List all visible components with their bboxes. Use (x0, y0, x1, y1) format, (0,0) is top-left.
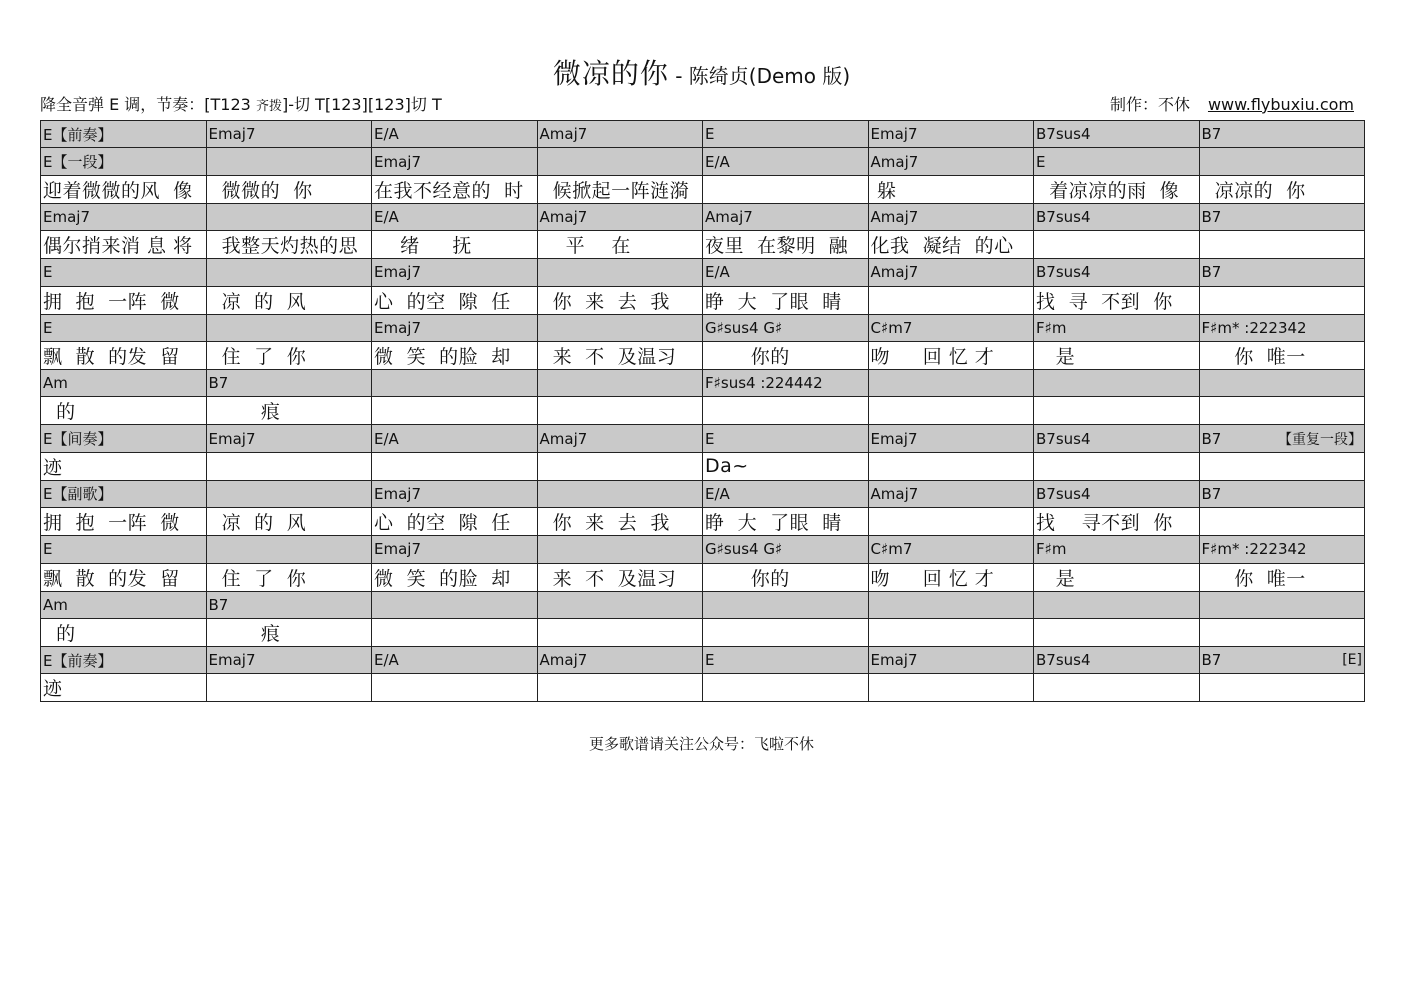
chord-cell: Amaj7 (537, 425, 703, 452)
chord-row (41, 646, 1365, 673)
chord-cell: E【前奏】 (41, 646, 207, 673)
lyric-text: 飘 散 的发 留 (43, 567, 180, 590)
chord-name: B7 (1201, 651, 1222, 670)
chord-cell: B7sus4 (1034, 646, 1200, 673)
lyric-text: 微 笑 的脸 却 (374, 567, 511, 590)
lyric-text: 你 唯一 (1201, 567, 1306, 590)
lyric-cell (206, 397, 372, 425)
lyric-cell (537, 286, 703, 314)
chord-cell: Amaj7 (868, 203, 1034, 230)
chord-cell (1034, 591, 1200, 618)
lyric-text: 躲 (870, 179, 897, 202)
lyric-text: 迎着微微的风 像 (43, 179, 193, 202)
lyric-cell (703, 452, 869, 480)
lyric-cell (1034, 175, 1200, 203)
credits (1110, 92, 1354, 115)
chord-cell: B7 (1199, 480, 1365, 507)
lyric-cell (1034, 563, 1200, 591)
lyric-text: Da~ (705, 455, 749, 478)
chord-cell: E (703, 425, 869, 452)
lyric-cell (41, 452, 207, 480)
chord-cell (868, 369, 1034, 396)
chord-cell (537, 480, 703, 507)
lyric-cell (703, 397, 869, 425)
chord-row (41, 591, 1365, 618)
lyric-text: 痕 (208, 622, 281, 645)
lyric-row (41, 175, 1365, 203)
lyric-cell (1034, 452, 1200, 480)
chord-cell: Amaj7 (868, 480, 1034, 507)
chord-cell (1199, 369, 1365, 396)
lyric-row (41, 231, 1365, 259)
lyric-cell (537, 563, 703, 591)
chord-cell: Amaj7 (868, 259, 1034, 286)
chord-cell (1199, 148, 1365, 175)
lyric-cell (1034, 286, 1200, 314)
lyric-cell (1034, 674, 1200, 702)
chord-cell: E (1034, 148, 1200, 175)
chord-cell: Amaj7 (868, 148, 1034, 175)
lyric-row (41, 563, 1365, 591)
lyric-cell (372, 618, 538, 646)
song-title-sub: - 陈绮贞(Demo 版) (668, 64, 851, 88)
lyric-text: 微微的 你 (208, 179, 313, 202)
chord-cell: E/A (703, 480, 869, 507)
lyric-text: 拥 抱 一阵 微 (43, 512, 180, 535)
chord-cell: Emaj7 (372, 259, 538, 286)
lyric-text: 着凉凉的雨 像 (1036, 179, 1180, 202)
lyric-cell (206, 341, 372, 369)
lyric-cell (703, 563, 869, 591)
lyric-text: 你的 (705, 567, 790, 590)
lyric-cell (41, 508, 207, 536)
lyric-cell (537, 618, 703, 646)
lyric-text: 心 的空 隙 任 (374, 290, 511, 313)
lyric-cell (703, 618, 869, 646)
lyric-text: 住 了 你 (208, 345, 307, 368)
lyric-cell (868, 341, 1034, 369)
lyric-cell (537, 452, 703, 480)
chord-cell: E/A (372, 203, 538, 230)
lyric-text: 平 在 (539, 235, 631, 258)
chord-cell: B7sus4 (1034, 480, 1200, 507)
lyric-cell (1199, 563, 1365, 591)
lyric-cell (372, 397, 538, 425)
chord-cell: E【副歌】 (41, 480, 207, 507)
lyric-cell (1199, 508, 1365, 536)
lyric-cell (868, 175, 1034, 203)
lyric-text: 在我不经意的 时 (374, 179, 524, 202)
chord-cell: Emaj7 (868, 425, 1034, 452)
lyric-cell (41, 563, 207, 591)
lyric-cell (1199, 341, 1365, 369)
chord-cell: E/A (703, 259, 869, 286)
lyric-cell (537, 341, 703, 369)
chord-cell: Am (41, 591, 207, 618)
chord-cell: B7 (1199, 259, 1365, 286)
chord-row (41, 425, 1365, 452)
lyric-cell (703, 508, 869, 536)
key-info-small: 齐拨 (255, 99, 282, 114)
chord-cell: Emaj7 (206, 646, 372, 673)
lyric-cell (372, 508, 538, 536)
lyric-text: 是 (1036, 567, 1076, 590)
chord-cell: E【一段】 (41, 148, 207, 175)
chord-row (41, 148, 1365, 175)
chord-name: B7 (1201, 429, 1222, 448)
lyric-cell (1199, 452, 1365, 480)
lyric-cell (41, 286, 207, 314)
chord-row (41, 203, 1365, 230)
lyric-cell (1034, 397, 1200, 425)
lyric-row (41, 674, 1365, 702)
lyric-row (41, 618, 1365, 646)
chord-cell (206, 259, 372, 286)
lyric-cell (1034, 341, 1200, 369)
chord-cell: Am (41, 369, 207, 396)
lyric-text: 凉 的 风 (208, 512, 307, 535)
lyric-cell (206, 674, 372, 702)
chord-row (41, 314, 1365, 341)
chord-cell: B7 (1199, 121, 1365, 148)
chord-cell: E/A (372, 121, 538, 148)
lyric-cell (41, 231, 207, 259)
lyric-text: 找 寻不到 你 (1036, 512, 1173, 535)
chord-cell: F♯m (1034, 314, 1200, 341)
lyric-cell (1199, 286, 1365, 314)
lyric-cell (1034, 618, 1200, 646)
chord-cell: Emaj7 (868, 646, 1034, 673)
lyric-cell (1199, 231, 1365, 259)
lyric-text: 是 (1036, 345, 1076, 368)
chord-cell (537, 591, 703, 618)
chord-cell: E【间奏】 (41, 425, 207, 452)
lyric-cell (868, 674, 1034, 702)
chart-body (41, 121, 1365, 702)
chord-cell: B7sus4 (1034, 425, 1200, 452)
chord-cell (206, 314, 372, 341)
chord-cell: Emaj7 (372, 148, 538, 175)
key-rhythm-info (40, 92, 442, 115)
lyric-cell (868, 618, 1034, 646)
lyric-text: 迹 (43, 456, 63, 479)
lyric-text: 来 不 及温习 (539, 567, 677, 590)
lyric-cell (1199, 397, 1365, 425)
lyric-cell (703, 286, 869, 314)
lyric-cell (372, 175, 538, 203)
lyric-cell (41, 341, 207, 369)
lyric-cell (537, 175, 703, 203)
lyric-text: 你 来 去 我 (539, 512, 670, 535)
chord-cell: C♯m7 (868, 314, 1034, 341)
chord-cell (372, 591, 538, 618)
lyric-text: 我整天灼热的思 (208, 235, 359, 258)
song-title-main: 微凉的你 (552, 57, 669, 90)
chord-cell: F♯m* :222342 (1199, 314, 1365, 341)
chord-cell: Amaj7 (537, 203, 703, 230)
lyric-text: 吻 回 忆 才 (870, 567, 995, 590)
chord-cell: Emaj7 (372, 314, 538, 341)
lyric-cell (206, 508, 372, 536)
lyric-cell (868, 452, 1034, 480)
chord-cell (1199, 591, 1365, 618)
chord-cell (703, 591, 869, 618)
lyric-cell (206, 563, 372, 591)
chord-cell: Amaj7 (537, 646, 703, 673)
lyric-cell (537, 397, 703, 425)
chord-cell: F♯sus4 :224442 (703, 369, 869, 396)
chord-cell (537, 314, 703, 341)
lyric-text: 心 的空 隙 任 (374, 512, 511, 535)
lyric-row (41, 397, 1365, 425)
chord-cell: E (41, 314, 207, 341)
lyric-cell (206, 618, 372, 646)
lyric-cell (41, 618, 207, 646)
chord-row (41, 369, 1365, 396)
lyric-text: 痕 (208, 401, 281, 424)
lyric-text: 候掀起一阵涟漪 (539, 179, 690, 202)
lyric-cell (537, 674, 703, 702)
chord-cell (537, 148, 703, 175)
chord-cell: B7sus4 (1034, 203, 1200, 230)
lyric-cell (372, 563, 538, 591)
lyric-text: 飘 散 的发 留 (43, 345, 180, 368)
lyric-row (41, 508, 1365, 536)
lyric-cell (868, 397, 1034, 425)
chord-cell: E (41, 259, 207, 286)
chord-cell: E (41, 536, 207, 563)
website-link[interactable]: www.flybuxiu.com (1207, 95, 1354, 114)
chord-row (41, 536, 1365, 563)
chord-chart-table (40, 120, 1365, 702)
lyric-cell (1034, 231, 1200, 259)
lyric-text: 的 (43, 622, 76, 645)
lyric-text: 你 唯一 (1201, 345, 1306, 368)
lyric-text: 睁 大 了眼 睛 (705, 512, 842, 535)
chord-cell: E/A (703, 148, 869, 175)
lyric-cell (41, 674, 207, 702)
chord-cell (537, 536, 703, 563)
chord-cell (206, 536, 372, 563)
chord-cell: B7 (206, 591, 372, 618)
lyric-text: 的 (43, 401, 76, 424)
lyric-text: 你 来 去 我 (539, 290, 670, 313)
key-info-a: 降全音弹 E 调，节奏：[T123 (40, 95, 256, 114)
lyric-row (41, 286, 1365, 314)
lyric-text: 睁 大 了眼 睛 (705, 290, 842, 313)
lyric-text: 化我 凝结 的心 (870, 235, 1014, 258)
chord-cell (1199, 425, 1365, 452)
lyric-cell (372, 452, 538, 480)
lyric-text: 找 寻 不到 你 (1036, 290, 1173, 313)
chord-cell: E/A (372, 425, 538, 452)
section-note: [E] (1342, 652, 1362, 669)
lyric-text: 绪 抚 (374, 235, 472, 258)
lyric-cell (41, 175, 207, 203)
chord-row (41, 480, 1365, 507)
lyric-cell (206, 175, 372, 203)
author-label: 制作：不休 (1109, 95, 1190, 114)
chord-cell: B7sus4 (1034, 121, 1200, 148)
chord-cell: F♯m* :222342 (1199, 536, 1365, 563)
lyric-text: 吻 回 忆 才 (870, 345, 995, 368)
chord-cell: B7 (1199, 203, 1365, 230)
lyric-cell (703, 231, 869, 259)
chord-cell: Amaj7 (703, 203, 869, 230)
chord-cell: E (703, 121, 869, 148)
lyric-row (41, 452, 1365, 480)
lyric-cell (41, 397, 207, 425)
chord-cell: B7 (206, 369, 372, 396)
lyric-cell (868, 563, 1034, 591)
chord-cell: B7sus4 (1034, 259, 1200, 286)
lyric-cell (206, 452, 372, 480)
chord-cell: Emaj7 (372, 480, 538, 507)
chord-row (41, 121, 1365, 148)
lyric-cell (703, 341, 869, 369)
chord-cell (206, 480, 372, 507)
footer-note: 更多歌谱请关注公众号：飞啦不休 (588, 735, 814, 753)
lyric-text: 迹 (43, 678, 63, 701)
lyric-cell (206, 231, 372, 259)
lyric-text: 凉凉的 你 (1201, 179, 1306, 202)
lyric-cell (1199, 618, 1365, 646)
chord-cell (372, 369, 538, 396)
lyric-cell (372, 341, 538, 369)
chord-cell: E/A (372, 646, 538, 673)
lyric-cell (372, 286, 538, 314)
chord-cell: G♯sus4 G♯ (703, 314, 869, 341)
lyric-text: 你的 (705, 345, 790, 368)
lyric-text: 住 了 你 (208, 567, 307, 590)
song-title (0, 52, 1403, 92)
chord-cell: Emaj7 (41, 203, 207, 230)
chord-cell (1199, 646, 1365, 673)
lyric-cell (1199, 674, 1365, 702)
lyric-text: 偶尔捎来消 息 将 (43, 235, 193, 258)
chord-cell: E (703, 646, 869, 673)
lyric-text: 来 不 及温习 (539, 345, 677, 368)
lyric-cell (1199, 175, 1365, 203)
chord-cell: E【前奏】 (41, 121, 207, 148)
lyric-cell (868, 508, 1034, 536)
key-info-b: ]-切 T[123][123]切 T (281, 95, 442, 114)
chord-cell: C♯m7 (868, 536, 1034, 563)
chord-cell: Emaj7 (206, 425, 372, 452)
lyric-cell (868, 286, 1034, 314)
chord-cell: F♯m (1034, 536, 1200, 563)
lyric-cell (868, 231, 1034, 259)
chord-cell: G♯sus4 G♯ (703, 536, 869, 563)
section-note: 【重复一段】 (1278, 431, 1362, 448)
lyric-cell (372, 674, 538, 702)
lyric-cell (206, 286, 372, 314)
lyric-cell (537, 508, 703, 536)
chord-cell (1034, 369, 1200, 396)
chord-cell (537, 369, 703, 396)
lyric-cell (1034, 508, 1200, 536)
chord-cell (206, 148, 372, 175)
chord-cell: Emaj7 (868, 121, 1034, 148)
lyric-cell (703, 175, 869, 203)
lyric-cell (537, 231, 703, 259)
chord-cell (868, 591, 1034, 618)
lyric-cell (372, 231, 538, 259)
chord-cell (537, 259, 703, 286)
lyric-cell (703, 674, 869, 702)
lyric-text: 凉 的 风 (208, 290, 307, 313)
lyric-text: 夜里 在黎明 融 (705, 235, 849, 258)
lyric-text: 微 笑 的脸 却 (374, 345, 511, 368)
chord-row (41, 259, 1365, 286)
chord-cell: Emaj7 (372, 536, 538, 563)
chord-cell: Amaj7 (537, 121, 703, 148)
chord-cell: Emaj7 (206, 121, 372, 148)
lyric-text: 拥 抱 一阵 微 (43, 290, 180, 313)
chord-cell (206, 203, 372, 230)
lyric-row (41, 341, 1365, 369)
